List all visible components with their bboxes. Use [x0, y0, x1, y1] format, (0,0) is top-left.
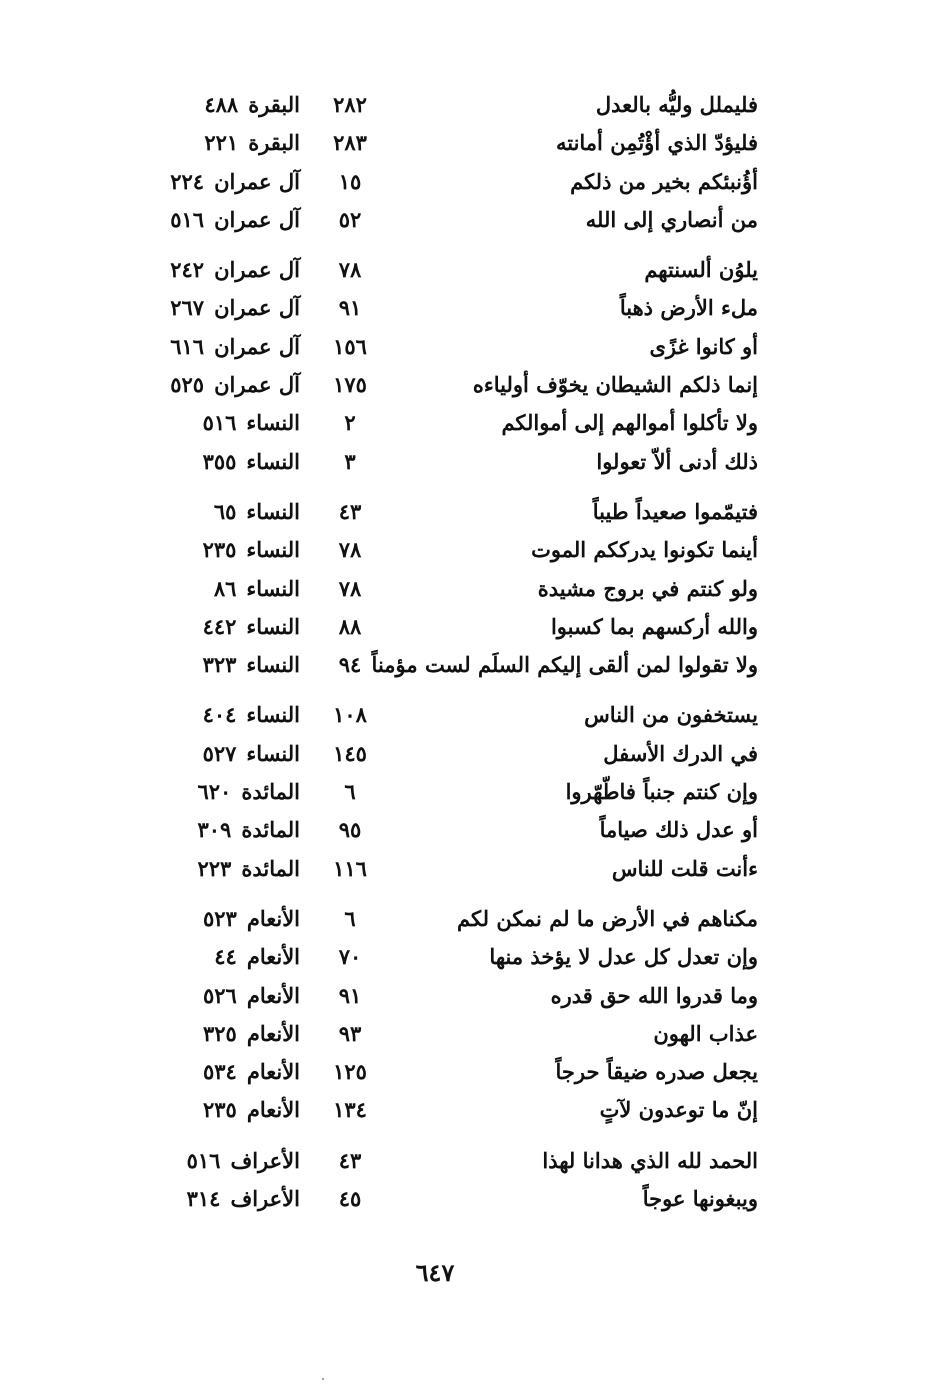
index-row: [170, 1055, 770, 1093]
index-row: [170, 368, 770, 406]
surah-name: النساء: [246, 652, 300, 678]
surah-name: الأنعام: [246, 1097, 300, 1123]
surah-and-page: [170, 257, 300, 282]
scan-speck: [322, 1378, 324, 1380]
verse-phrase: في الدرك الأسفل: [603, 740, 758, 766]
verse-number: ١٢٥: [333, 1059, 367, 1085]
verse-number: ٩٣: [338, 1020, 362, 1046]
book-page-reference: ٨٦: [213, 575, 237, 601]
index-row: [170, 1093, 770, 1131]
verse-phrase: فتيمّموا صعيداً طيباً: [592, 498, 758, 524]
verse-number: ٢٨٣: [333, 130, 367, 156]
surah-and-page: [170, 130, 300, 155]
surah-and-page: [170, 207, 300, 232]
index-row: [170, 979, 770, 1017]
verse-phrase: فليملل وليُّه بالعدل: [595, 92, 758, 117]
index-group: [170, 902, 770, 1132]
index-row: [170, 648, 770, 686]
book-page-reference: ٥١٦: [186, 1147, 221, 1173]
surah-and-page: [170, 372, 300, 397]
verse-number: ٧٨: [338, 575, 362, 601]
verse-phrase: إنما ذلكم الشيطان يخوّف أولياءه: [472, 372, 758, 398]
book-page-reference: ٥٢٦: [202, 982, 237, 1008]
verse-number: ١٥٦: [333, 333, 367, 359]
verse-phrase: إنّ ما توعدون لآتٍ: [599, 1097, 758, 1123]
verse-number: ٤٣: [338, 498, 362, 524]
verse-number: ٥٢: [338, 206, 362, 232]
verse-phrase: يجعل صدره ضيقاً حرجاً: [555, 1059, 758, 1085]
index-group: [170, 1144, 770, 1221]
surah-name: النساء: [246, 448, 300, 474]
surah-name: الأعراف: [230, 1147, 300, 1173]
verse-phrase: ملء الأرض ذهباً: [619, 295, 758, 321]
surah-name: النساء: [246, 537, 300, 563]
index-row: [170, 902, 770, 940]
surah-and-page: [170, 1021, 300, 1046]
verse-phrase: مكناهم في الأرض ما لم نمكن لكم: [457, 905, 758, 931]
book-page-reference: ٥٢٧: [202, 740, 237, 766]
book-page-reference: ٢٢٤: [170, 168, 205, 194]
book-page-reference: ٢٣٥: [202, 1097, 237, 1123]
surah-and-page: [170, 741, 300, 766]
surah-and-page: [170, 169, 300, 194]
book-page-reference: ٢٢١: [204, 130, 239, 156]
index-row: [170, 852, 770, 890]
index-row: [170, 572, 770, 610]
index-row: [170, 1017, 770, 1055]
book-page-reference: ٦٥: [213, 498, 237, 524]
surah-and-page: [170, 983, 300, 1008]
book-page-reference: ٤٠٤: [202, 702, 237, 728]
surah-and-page: [170, 944, 300, 969]
index-row: [170, 610, 770, 648]
surah-name: آل عمران: [214, 168, 300, 194]
index-row: [170, 165, 770, 203]
verse-phrase: أينما تكونوا يدرككم الموت: [531, 537, 758, 563]
surah-and-page: [170, 499, 300, 524]
surah-and-page: [170, 779, 300, 804]
book-page-reference: ٥١٦: [170, 206, 205, 232]
index-row: [170, 88, 770, 126]
surah-name: النساء: [246, 575, 300, 601]
surah-and-page: [170, 334, 300, 359]
surah-and-page: [170, 295, 300, 320]
index-group: [170, 698, 770, 889]
surah-name: الأنعام: [246, 1020, 300, 1046]
verse-index-list: [170, 88, 770, 1232]
page-number: ٦٤٧: [415, 1258, 455, 1287]
verse-number: ٩١: [338, 982, 362, 1008]
book-page-reference: ٤٤: [214, 944, 237, 970]
surah-name: المائدة: [241, 855, 300, 881]
book-page-reference: ٢٣٥: [202, 537, 237, 563]
index-group: [170, 495, 770, 686]
verse-number: ٣: [344, 448, 356, 474]
verse-number: ١٧٥: [333, 372, 367, 398]
index-row: [170, 1144, 770, 1182]
verse-phrase: وإن تعدل كل عدل لا يؤخذ منها: [489, 944, 758, 970]
surah-and-page: [170, 1148, 300, 1173]
index-row: [170, 495, 770, 533]
verse-number: ٩٥: [338, 817, 362, 843]
verse-phrase: وإن كنتم جنباً فاطّهّروا: [565, 779, 758, 805]
surah-and-page: [170, 92, 300, 117]
verse-number: ٢: [344, 410, 356, 436]
verse-phrase: ءأنت قلت للناس: [611, 855, 758, 881]
surah-name: النساء: [246, 613, 300, 639]
book-page-reference: ٦٢٠: [197, 779, 232, 805]
surah-and-page: [170, 449, 300, 474]
surah-name: آل عمران: [214, 372, 300, 398]
book-page-reference: ٣٥٥: [202, 448, 237, 474]
verse-number: ١٤٥: [333, 740, 367, 766]
verse-phrase: عذاب الهون: [653, 1020, 758, 1046]
surah-name: النساء: [246, 740, 300, 766]
verse-number: ٩٤: [338, 652, 362, 678]
verse-phrase: ولو كنتم في بروج مشيدة: [537, 575, 758, 601]
verse-number: ٨٨: [338, 613, 362, 639]
index-row: [170, 291, 770, 329]
verse-number: ١٣٤: [333, 1097, 367, 1123]
verse-number: ٩١: [338, 295, 362, 321]
surah-and-page: [170, 410, 300, 435]
surah-and-page: [170, 817, 300, 842]
surah-name: آل عمران: [214, 295, 300, 321]
book-page-reference: ٥٢٣: [202, 905, 237, 931]
book-page-reference: ٢٢٣: [197, 855, 232, 881]
index-row: [170, 445, 770, 483]
index-row: [170, 1182, 770, 1220]
surah-name: آل عمران: [214, 333, 300, 359]
book-page-reference: ٣٢٥: [202, 1020, 237, 1046]
surah-name: المائدة: [241, 779, 300, 805]
verse-phrase: ولا تقولوا لمن ألقى إليكم السلَم لست مؤمناً: [371, 652, 758, 678]
index-row: [170, 940, 770, 978]
verse-phrase: ويبغونها عوجاً: [642, 1186, 758, 1212]
verse-number: ٤٥: [338, 1186, 362, 1212]
index-row: [170, 775, 770, 813]
surah-and-page: [170, 856, 300, 881]
surah-name: المائدة: [241, 817, 300, 843]
index-row: [170, 126, 770, 164]
surah-name: الأنعام: [246, 1059, 300, 1085]
surah-and-page: [170, 1059, 300, 1084]
verse-number: ٧٨: [338, 257, 362, 283]
surah-and-page: [170, 1186, 300, 1211]
surah-and-page: [170, 614, 300, 639]
index-row: [170, 253, 770, 291]
surah-and-page: [170, 1097, 300, 1122]
verse-number: ٧٠: [338, 944, 362, 970]
verse-number: ٦: [344, 779, 356, 805]
verse-phrase: من أنصاري إلى الله: [585, 206, 758, 232]
verse-phrase: أو كانوا غزًى: [649, 333, 758, 359]
surah-name: النساء: [246, 410, 300, 436]
verse-phrase: فليؤدّ الذي أؤْتُمِن أمانته: [555, 130, 758, 156]
surah-name: الأنعام: [246, 905, 300, 931]
book-page-reference: ٣١٤: [186, 1186, 221, 1212]
book-page-reference: ٣٠٩: [197, 817, 232, 843]
verse-phrase: ولا تأكلوا أموالهم إلى أموالكم: [501, 410, 758, 436]
book-page-reference: ٥١٦: [202, 410, 237, 436]
index-row: [170, 330, 770, 368]
surah-name: الأعراف: [230, 1186, 300, 1212]
verse-number: ٢٨٢: [333, 92, 367, 117]
index-row: [170, 813, 770, 851]
surah-and-page: [170, 576, 300, 601]
surah-name: البقرة: [248, 92, 300, 117]
verse-phrase: ذلك أدنى ألاّ تعولوا: [596, 448, 758, 474]
surah-and-page: [170, 906, 300, 931]
surah-name: الأنعام: [246, 944, 300, 970]
verse-number: ١١٦: [333, 855, 367, 881]
verse-number: ١٠٨: [333, 702, 367, 728]
index-group: [170, 253, 770, 483]
surah-name: البقرة: [248, 130, 300, 156]
verse-phrase: يستخفون من الناس: [584, 702, 758, 728]
book-page-reference: ٢٤٢: [170, 257, 205, 283]
verse-number: ٤٣: [338, 1147, 362, 1173]
surah-and-page: [170, 537, 300, 562]
verse-number: ٦: [344, 905, 356, 931]
index-row: [170, 737, 770, 775]
book-page-reference: ٤٨٨: [204, 92, 239, 117]
surah-name: النساء: [246, 498, 300, 524]
verse-phrase: وما قدروا الله حق قدره: [550, 982, 758, 1008]
surah-and-page: [170, 702, 300, 727]
verse-phrase: والله أركسهم بما كسبوا: [550, 613, 758, 639]
surah-name: آل عمران: [214, 206, 300, 232]
verse-number: ١٥: [338, 168, 362, 194]
verse-phrase: أو عدل ذلك صياماً: [599, 817, 758, 843]
book-page-reference: ٥٣٤: [202, 1059, 237, 1085]
book-page-reference: ٥٢٥: [170, 372, 205, 398]
verse-phrase: يلوُن ألسنتهم: [644, 257, 758, 283]
index-row: [170, 406, 770, 444]
index-row: [170, 533, 770, 571]
book-page-reference: ٦١٦: [170, 333, 205, 359]
surah-name: آل عمران: [214, 257, 300, 283]
surah-name: النساء: [246, 702, 300, 728]
book-page-reference: ٤٤٢: [202, 613, 237, 639]
book-page-reference: ٣٢٣: [202, 652, 237, 678]
index-group: [170, 88, 770, 241]
verse-number: ٧٨: [338, 537, 362, 563]
surah-name: الأنعام: [246, 982, 300, 1008]
index-row: [170, 698, 770, 736]
index-row: [170, 203, 770, 241]
verse-phrase: أؤُنبئكم بخير من ذلكم: [570, 168, 758, 194]
surah-and-page: [170, 652, 300, 677]
book-page-reference: ٢٦٧: [170, 295, 205, 321]
verse-phrase: الحمد لله الذي هدانا لهذا: [542, 1147, 758, 1173]
